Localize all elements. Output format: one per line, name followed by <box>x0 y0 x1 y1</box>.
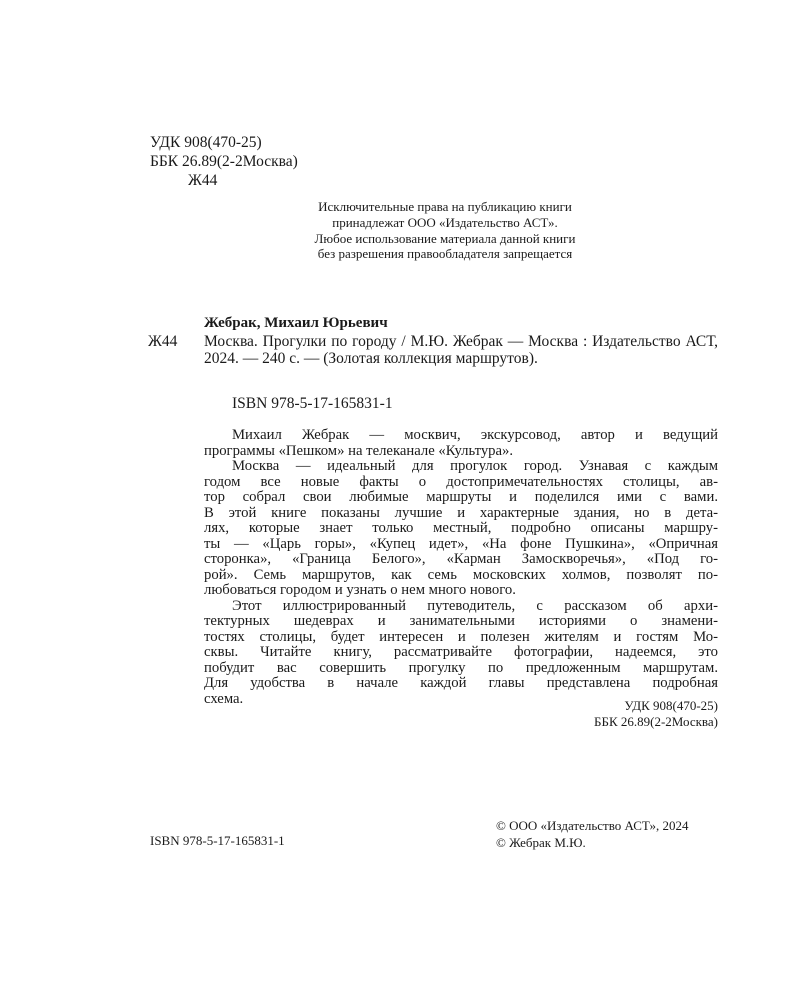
rights-notice <box>230 199 660 262</box>
footer-bbk-code: ББК 26.89(2-2Москва) <box>594 713 718 729</box>
bbk-code: ББК 26.89(2-2Москва) <box>150 153 298 170</box>
annotation-line: Москва — идеальный для прогулок город. Узнавая с каждым <box>232 458 718 474</box>
rights-line: Любое использование материала данной книги <box>314 230 576 246</box>
annotation-line: Михаил Жебрак — москвич, экскурсовод, автор и ведущий <box>232 427 718 443</box>
annotation-line: рой». Семь маршрутов, как семь московских холмов, позволят по- <box>204 566 718 583</box>
record-description: Москва. Прогулки по городу / М.Ю. Жебрак — Москва : Издательство АСТ, 2024. — 240 с. — (Золотая коллекция маршрутов). <box>204 333 718 367</box>
annotation-line: годом все новые факты о достопримечательностях столицы, ав- <box>204 473 718 490</box>
footer-classification-codes <box>430 698 718 729</box>
annotation-line: любоваться городом и узнать о нем много нового. <box>204 582 516 598</box>
annotation-line: В этой книге показаны лучшие и характерные здания, но в дета- <box>204 504 718 521</box>
annotation-line: сквы. Читайте книгу, рассматривайте фотографии, надеемся, это <box>204 644 718 660</box>
udk-code: УДК 908(470-25) <box>150 134 262 151</box>
rights-line: без разрешения правообладателя запрещается <box>317 246 573 262</box>
annotation-line: сторонка», «Граница Белого», «Карман Замоскворечья», «Под го- <box>204 551 718 567</box>
annotation-line: побудит вас совершить прогулку по предложенным маршрутам. <box>204 659 718 676</box>
annotation-line: ты — «Царь горы», «Купец идет», «На фоне Пушкина», «Опричная <box>204 535 718 552</box>
rights-line: Исключительные права на публикацию книги <box>318 199 572 214</box>
copyright-block <box>496 817 689 851</box>
annotation-line: Для удобства в начале каждой главы представлена подробная <box>204 675 718 691</box>
record-author: Жебрак, Михаил Юрьевич <box>204 315 388 331</box>
footer-udk-code: УДК 908(470-25) <box>624 698 718 713</box>
copyright-publisher: © ООО «Издательство АСТ», 2024 <box>496 818 689 833</box>
copyright-author: © Жебрак М.Ю. <box>496 835 586 850</box>
record-author-mark: Ж44 <box>148 333 178 350</box>
classification-codes <box>150 133 298 190</box>
author-mark: Ж44 <box>188 172 218 189</box>
rights-line: принадлежат ООО «Издательство АСТ». <box>332 214 558 230</box>
annotation <box>204 428 718 707</box>
annotation-line: лях, которые знает только местный, подробно описаны маршру- <box>204 520 718 536</box>
record-isbn: ISBN 978-5-17-165831-1 <box>232 395 393 412</box>
annotation-line: схема. <box>204 690 244 707</box>
annotation-line: программы «Пешком» на телеканале «Культура». <box>204 442 514 459</box>
footer-isbn: ISBN 978-5-17-165831-1 <box>150 833 285 848</box>
annotation-line: тектурных шедеврах и занимательными историями о знамени- <box>204 613 718 629</box>
annotation-line: тор собрал свои любимые маршруты и поделился ими с вами. <box>204 489 718 505</box>
annotation-line: Этот иллюстрированный путеводитель, с рассказом об архи- <box>232 597 718 614</box>
annotation-line: тостях столицы, будет интересен и полезен жителям и гостям Мо- <box>204 628 718 645</box>
